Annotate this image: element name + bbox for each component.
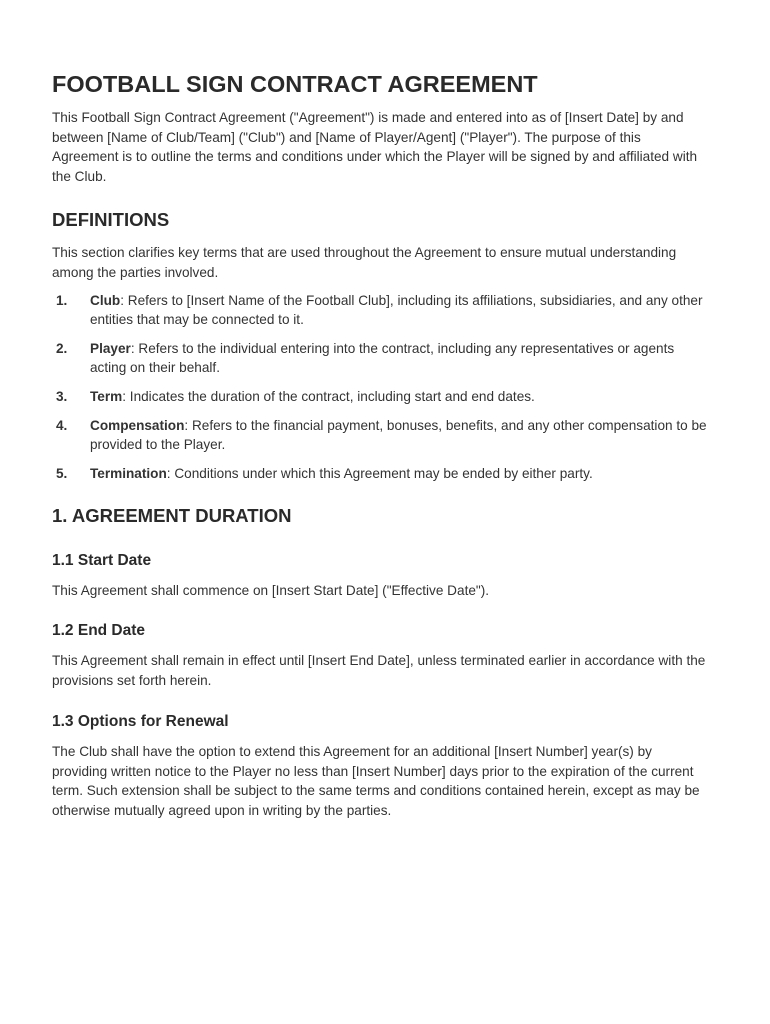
definition-item xyxy=(52,387,710,407)
document-title: FOOTBALL SIGN CONTRACT AGREEMENT xyxy=(52,71,538,97)
definition-item xyxy=(52,291,710,330)
definition-number: 4. xyxy=(56,417,68,433)
definition-text: : Refers to the financial payment, bonuses, benefits, and any other compensation to be provided to the Player. xyxy=(90,417,707,453)
definition-text: : Refers to the individual entering into the contract, including any representatives or agents acting on their behalf. xyxy=(90,340,675,376)
definition-item xyxy=(52,416,710,455)
renewal-text: The Club shall have the option to extend this Agreement for an additional [Insert Number] year(s) by providing written notice to the Player no less than [Insert Number] days prior to the expiration of the current term. Such extension shall be subject to the same terms and conditions contained herein, except as may be otherwise mutually agreed upon in writing by the parties. xyxy=(52,744,700,818)
definition-term: Term xyxy=(90,388,123,404)
definition-term: Club xyxy=(90,292,121,308)
definition-text: : Refers to [Insert Name of the Football Club], including its affiliations, subsidiaries, and any other entities that may be connected to it. xyxy=(90,292,703,328)
definition-item xyxy=(52,339,710,378)
start-date-text: This Agreement shall commence on [Insert Start Date] ("Effective Date"). xyxy=(52,583,490,599)
definition-term: Player xyxy=(90,340,131,356)
definitions-heading: DEFINITIONS xyxy=(52,209,170,231)
end-date-text: This Agreement shall remain in effect until [Insert End Date], unless terminated earlier in accordance with the provisions set forth herein. xyxy=(52,652,706,688)
end-date-heading: 1.2 End Date xyxy=(52,621,146,639)
definitions-list xyxy=(52,291,710,484)
definition-number: 2. xyxy=(56,340,68,356)
agreement-duration-heading: 1. AGREEMENT DURATION xyxy=(52,505,292,527)
definition-number: 3. xyxy=(56,388,68,404)
definition-term: Termination xyxy=(90,465,167,481)
definitions-intro: This section clarifies key terms that are used throughout the Agreement to ensure mutual understanding among the parties involved. xyxy=(52,245,677,280)
definition-number: 1. xyxy=(56,292,68,308)
definition-number: 5. xyxy=(56,465,68,481)
renewal-heading: 1.3 Options for Renewal xyxy=(52,713,229,731)
intro-paragraph: This Football Sign Contract Agreement ("Agreement") is made and entered into as of [Insert Date] by and between [Name of Club/Team] ("Club") and [Name of Player/Agent] ("Player"). The purpose of this Agreement is to outline the terms and conditions under which the Player will be signed by and affiliated with the Club. xyxy=(52,110,698,184)
definition-text: : Indicates the duration of the contract, including start and end dates. xyxy=(122,388,535,404)
definition-text: : Conditions under which this Agreement may be ended by either party. xyxy=(166,465,593,481)
definition-term: Compensation xyxy=(90,417,185,433)
definition-item xyxy=(52,464,710,484)
start-date-heading: 1.1 Start Date xyxy=(52,552,152,570)
